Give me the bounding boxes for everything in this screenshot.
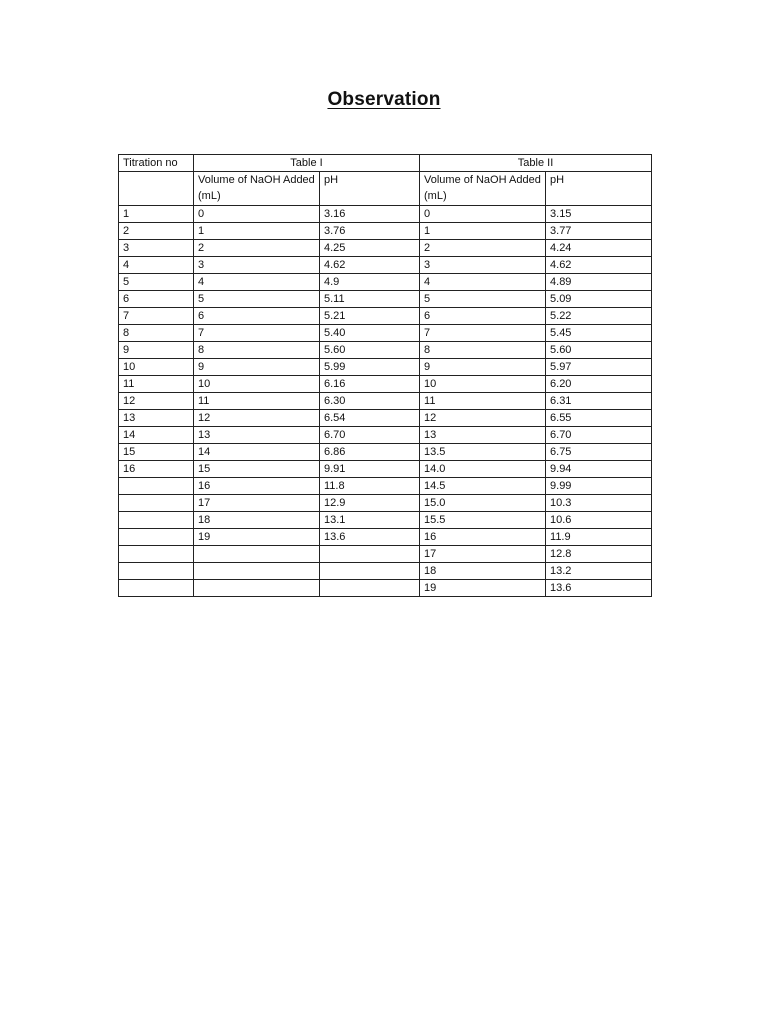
cell-ph-table-1: 9.91 [320, 461, 420, 478]
table-row [119, 291, 652, 308]
cell-volume-table-1: 12 [194, 410, 320, 427]
cell-ph-table-2: 5.22 [546, 308, 652, 325]
cell-titration-no: 5 [119, 274, 194, 291]
cell-titration-no [119, 478, 194, 495]
cell-titration-no [119, 546, 194, 563]
cell-titration-no [119, 563, 194, 580]
cell-ph-table-1: 5.99 [320, 359, 420, 376]
table-row [119, 359, 652, 376]
cell-titration-no [119, 495, 194, 512]
cell-volume-table-2: 17 [420, 546, 546, 563]
cell-volume-table-2: 5 [420, 291, 546, 308]
cell-ph-table-2: 13.2 [546, 563, 652, 580]
table-row [119, 342, 652, 359]
cell-volume-table-2: 16 [420, 529, 546, 546]
cell-volume-table-1: 3 [194, 257, 320, 274]
page-title: Observation [327, 89, 441, 110]
cell-titration-no: 15 [119, 444, 194, 461]
cell-volume-table-2: 14.5 [420, 478, 546, 495]
cell-ph-table-1: 12.9 [320, 495, 420, 512]
header-titration-no: Titration no [119, 155, 194, 172]
table-row [119, 546, 652, 563]
cell-volume-table-1: 15 [194, 461, 320, 478]
cell-volume-table-1: 10 [194, 376, 320, 393]
cell-titration-no: 4 [119, 257, 194, 274]
observation-table [118, 154, 652, 597]
subheader-ph-table-2: pH [546, 172, 652, 206]
header-table-1: Table I [194, 155, 420, 172]
table-row [119, 410, 652, 427]
subheader-ph-table-1: pH [320, 172, 420, 206]
cell-volume-table-2: 10 [420, 376, 546, 393]
table-row [119, 325, 652, 342]
cell-ph-table-2: 11.9 [546, 529, 652, 546]
cell-ph-table-1: 5.60 [320, 342, 420, 359]
table-row [119, 461, 652, 478]
cell-volume-table-2: 19 [420, 580, 546, 597]
cell-ph-table-2: 6.31 [546, 393, 652, 410]
cell-ph-table-1 [320, 563, 420, 580]
cell-ph-table-2: 5.60 [546, 342, 652, 359]
cell-volume-table-1: 2 [194, 240, 320, 257]
cell-titration-no: 10 [119, 359, 194, 376]
cell-volume-table-1: 5 [194, 291, 320, 308]
table-row [119, 444, 652, 461]
cell-ph-table-2: 5.97 [546, 359, 652, 376]
cell-volume-table-2: 7 [420, 325, 546, 342]
cell-volume-table-1: 0 [194, 206, 320, 223]
cell-volume-table-2: 4 [420, 274, 546, 291]
cell-ph-table-2: 6.55 [546, 410, 652, 427]
cell-ph-table-1: 6.30 [320, 393, 420, 410]
cell-ph-table-2: 10.3 [546, 495, 652, 512]
subheader-volume-table-1: Volume of NaOH Added (mL) [194, 172, 320, 206]
cell-volume-table-2: 2 [420, 240, 546, 257]
cell-ph-table-1: 13.1 [320, 512, 420, 529]
cell-ph-table-1: 4.25 [320, 240, 420, 257]
cell-volume-table-1: 4 [194, 274, 320, 291]
cell-ph-table-1: 6.86 [320, 444, 420, 461]
table-row [119, 427, 652, 444]
table-row [119, 274, 652, 291]
cell-volume-table-1: 9 [194, 359, 320, 376]
cell-ph-table-1: 4.62 [320, 257, 420, 274]
cell-titration-no: 9 [119, 342, 194, 359]
cell-volume-table-2: 8 [420, 342, 546, 359]
cell-volume-table-1 [194, 563, 320, 580]
cell-volume-table-1: 1 [194, 223, 320, 240]
cell-volume-table-1: 17 [194, 495, 320, 512]
cell-ph-table-2: 5.45 [546, 325, 652, 342]
cell-titration-no: 14 [119, 427, 194, 444]
cell-titration-no: 3 [119, 240, 194, 257]
cell-volume-table-2: 18 [420, 563, 546, 580]
cell-titration-no: 16 [119, 461, 194, 478]
cell-titration-no [119, 512, 194, 529]
cell-titration-no: 12 [119, 393, 194, 410]
cell-titration-no [119, 529, 194, 546]
cell-titration-no [119, 580, 194, 597]
cell-volume-table-2: 6 [420, 308, 546, 325]
cell-volume-table-2: 11 [420, 393, 546, 410]
subheader-empty [119, 172, 194, 206]
table-row [119, 376, 652, 393]
cell-titration-no: 6 [119, 291, 194, 308]
cell-titration-no: 11 [119, 376, 194, 393]
cell-volume-table-2: 12 [420, 410, 546, 427]
cell-titration-no: 1 [119, 206, 194, 223]
cell-ph-table-1: 6.70 [320, 427, 420, 444]
table-row [119, 206, 652, 223]
cell-ph-table-2: 9.99 [546, 478, 652, 495]
table-row [119, 580, 652, 597]
cell-ph-table-2: 5.09 [546, 291, 652, 308]
cell-volume-table-2: 1 [420, 223, 546, 240]
cell-volume-table-1: 16 [194, 478, 320, 495]
cell-volume-table-2: 14.0 [420, 461, 546, 478]
cell-ph-table-2: 13.6 [546, 580, 652, 597]
cell-ph-table-1: 5.21 [320, 308, 420, 325]
cell-ph-table-2: 6.70 [546, 427, 652, 444]
cell-volume-table-1: 14 [194, 444, 320, 461]
cell-ph-table-2: 4.89 [546, 274, 652, 291]
table-header-row [119, 155, 652, 172]
cell-volume-table-2: 13.5 [420, 444, 546, 461]
cell-ph-table-2: 3.15 [546, 206, 652, 223]
cell-ph-table-1: 5.11 [320, 291, 420, 308]
cell-volume-table-1: 18 [194, 512, 320, 529]
cell-volume-table-1: 7 [194, 325, 320, 342]
cell-volume-table-1: 19 [194, 529, 320, 546]
cell-ph-table-1 [320, 546, 420, 563]
table-row [119, 240, 652, 257]
table-row [119, 529, 652, 546]
cell-ph-table-2: 3.77 [546, 223, 652, 240]
cell-ph-table-1: 4.9 [320, 274, 420, 291]
table-row [119, 223, 652, 240]
cell-ph-table-1: 6.54 [320, 410, 420, 427]
cell-ph-table-1: 3.76 [320, 223, 420, 240]
observation-table-body [119, 155, 652, 597]
cell-volume-table-2: 9 [420, 359, 546, 376]
cell-volume-table-1 [194, 580, 320, 597]
cell-volume-table-1: 8 [194, 342, 320, 359]
cell-titration-no: 2 [119, 223, 194, 240]
table-row [119, 495, 652, 512]
cell-ph-table-2: 4.62 [546, 257, 652, 274]
table-subheader-row [119, 172, 652, 206]
cell-titration-no: 13 [119, 410, 194, 427]
cell-ph-table-2: 9.94 [546, 461, 652, 478]
table-row [119, 512, 652, 529]
cell-volume-table-2: 0 [420, 206, 546, 223]
table-row [119, 257, 652, 274]
header-table-2: Table II [420, 155, 652, 172]
cell-volume-table-2: 15.0 [420, 495, 546, 512]
cell-ph-table-2: 4.24 [546, 240, 652, 257]
cell-volume-table-1: 6 [194, 308, 320, 325]
subheader-volume-table-2: Volume of NaOH Added (mL) [420, 172, 546, 206]
cell-volume-table-2: 15.5 [420, 512, 546, 529]
cell-ph-table-1: 5.40 [320, 325, 420, 342]
cell-volume-table-1: 11 [194, 393, 320, 410]
cell-ph-table-1 [320, 580, 420, 597]
table-row [119, 563, 652, 580]
cell-volume-table-1: 13 [194, 427, 320, 444]
table-row [119, 478, 652, 495]
cell-ph-table-2: 6.75 [546, 444, 652, 461]
cell-titration-no: 8 [119, 325, 194, 342]
table-row [119, 308, 652, 325]
cell-ph-table-1: 6.16 [320, 376, 420, 393]
table-row [119, 393, 652, 410]
cell-ph-table-1: 11.8 [320, 478, 420, 495]
cell-titration-no: 7 [119, 308, 194, 325]
cell-ph-table-2: 12.8 [546, 546, 652, 563]
cell-volume-table-1 [194, 546, 320, 563]
cell-ph-table-2: 10.6 [546, 512, 652, 529]
cell-volume-table-2: 3 [420, 257, 546, 274]
cell-volume-table-2: 13 [420, 427, 546, 444]
cell-ph-table-1: 3.16 [320, 206, 420, 223]
cell-ph-table-2: 6.20 [546, 376, 652, 393]
cell-ph-table-1: 13.6 [320, 529, 420, 546]
